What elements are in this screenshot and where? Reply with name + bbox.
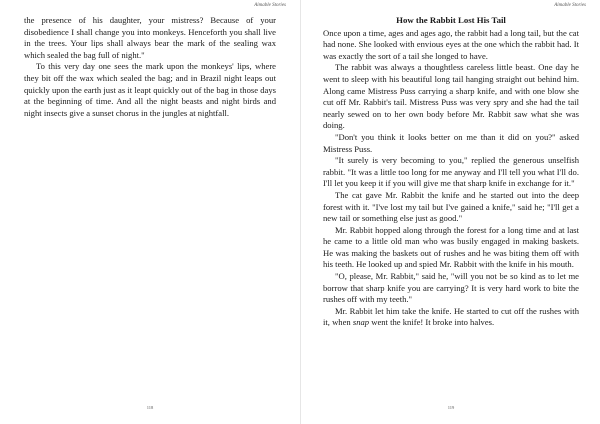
paragraph: Mr. Rabbit hopped along through the forest for a long time and at last he came to a little old man who was busily engaged in making baskets. He was making the baskets out of rushes and he was biting them off with his teeth. He looked up and spied Mr. Rabbit with the knife in his mouth.: [323, 224, 579, 270]
paragraph: The cat gave Mr. Rabbit the knife and he started out into the deep forest with it. "I've lost my tail but I've gained a knife," said he; "I'll get a new tail or something else just as good.": [323, 189, 579, 224]
running-head: Aimable Stories: [254, 3, 286, 8]
paragraph: To this very day one sees the mark upon the monkeys' lips, where they bit off the wax which sealed the bag; and in Brazil night leaps out quickly upon the earth just as it leapt quickly out of the bag in those days at the beginning of time. And all the night beasts and night birds and night insects give a sunset chorus in the jungles at nightfall.: [24, 61, 276, 118]
paragraph: Once upon a time, ages and ages ago, the rabbit had a long tail, but the cat had none. She looked with envious eyes at the one which the rabbit had. It was exactly the sort of a tail she longed to have.: [323, 27, 579, 61]
paragraph: "Don't you think it looks better on me than it did on you?" asked Mistress Puss.: [323, 131, 579, 154]
emphasis-word: snap: [352, 317, 370, 328]
running-head: Aimable Stories: [554, 3, 586, 8]
right-page-text: [323, 15, 579, 329]
paragraph-text: Mr. Rabbit let him take the knife. He started to cut off the rushes with it, when: [323, 305, 579, 328]
left-page-text: [24, 15, 276, 119]
page-number: 118: [146, 405, 154, 410]
paragraph: "O, please, Mr. Rabbit," said he, "will you not be so kind as to let me borrow that sharp knife you are carrying? It is very hard work to bite the rushes off with my teeth.": [323, 271, 579, 305]
paragraph: the presence of his daughter, your mistress? Because of your disobedience I shall change you into monkeys. Henceforth you shall live in the trees. Your lips shall always bear the mark of the sealing wax which sealed the bag full of night.": [24, 15, 276, 60]
paragraph: [323, 306, 579, 329]
chapter-title: How the Rabbit Lost His Tail: [396, 15, 506, 25]
paragraph: "It surely is very becoming to you," replied the generous unselfish rabbit. "It was a little too long for me anyway and I'll tell you what I'll do. I'll let you keep it if you will give me that sharp knife in exchange for it.": [323, 155, 579, 189]
paragraph-text: went the knife! It broke into halves.: [369, 317, 495, 328]
page-number: 119: [447, 405, 455, 410]
paragraph: The rabbit was always a thoughtless careless little beast. One day he went to sleep with his beautiful long tail hanging straight out behind him. Along came Mistress Puss carrying a sharp knife, and with one blow she cut off Mr. Rabbit's tail. Mistress Puss was very spry and she had the tail nearly sewed on to her own body before Mr. Rabbit saw what she was doing.: [323, 62, 579, 131]
right-page: [300, 0, 600, 424]
